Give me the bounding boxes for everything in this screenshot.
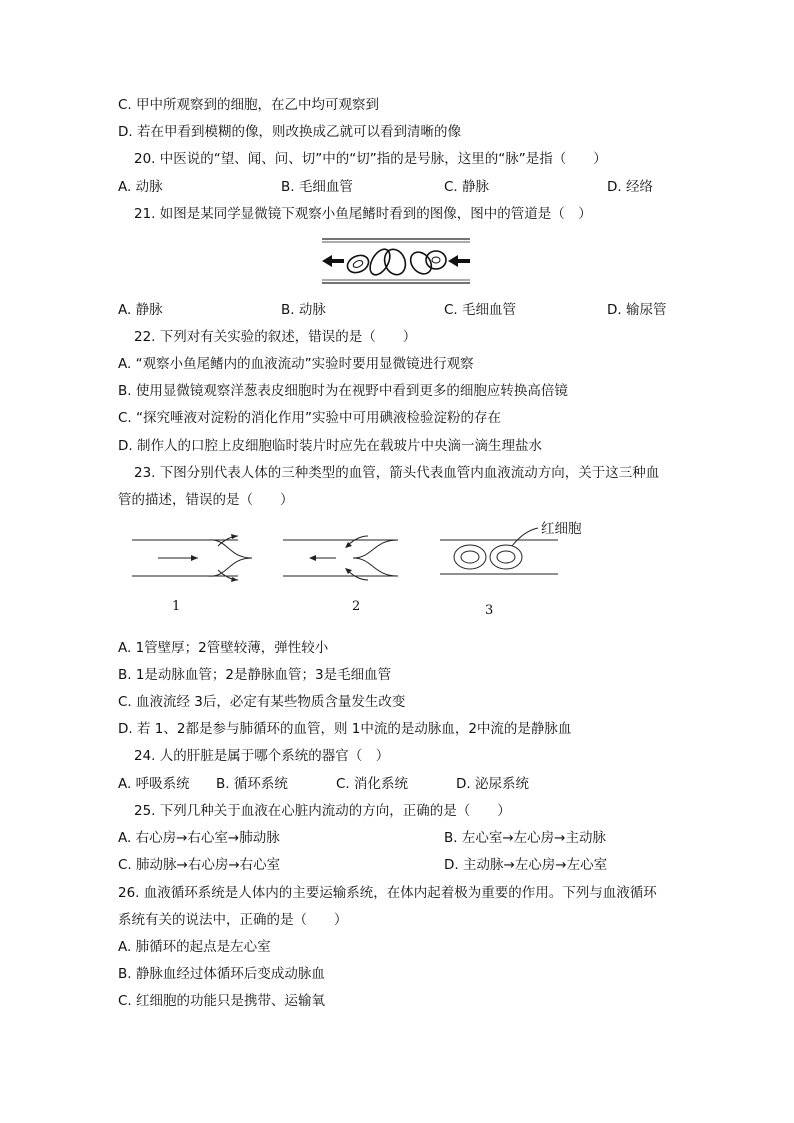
- question-20: 20. 中医说的“望、闻、问、切”中的“切”指的是号脉，这里的“脉”是指（ ）: [134, 151, 607, 167]
- question-25: 25. 下列几种关于血液在心脏内流动的方向，正确的是（ ）: [134, 803, 511, 819]
- q26-option-b: B. 静脉血经过体循环后变成动脉血: [118, 966, 325, 982]
- vessel-label-1: 1: [172, 599, 181, 614]
- q20-option-d: D. 经络: [607, 179, 653, 195]
- question-22: 22. 下列对有关实验的叙述，错误的是（ ）: [134, 329, 417, 345]
- q26-option-c: C. 红细胞的功能只是携带、运输氧: [118, 993, 326, 1009]
- q25-option-a: A. 右心房→右心室→肺动脉: [118, 830, 280, 846]
- vessel-label-3: 3: [485, 603, 494, 618]
- q21-option-d: D. 输尿管: [607, 302, 667, 318]
- q23-option-c: C. 血液流经 3后，必定有某些物质含量发生改变: [118, 694, 406, 710]
- q25-option-d: D. 主动脉→左心房→左心室: [444, 857, 608, 873]
- q19-option-c: C. 甲中所观察到的细胞，在乙中均可观察到: [118, 97, 380, 113]
- blood-vessel-figure: [128, 518, 598, 598]
- q25-option-b: B. 左心室→左心房→主动脉: [444, 830, 606, 846]
- q21-option-a: A. 静脉: [118, 302, 163, 318]
- q22-option-b: B. 使用显微镜观察洋葱表皮细胞时为在视野中看到更多的细胞应转换高倍镜: [118, 383, 568, 399]
- question-24: 24. 人的肝脏是属于哪个系统的器官（ ）: [134, 748, 390, 764]
- q20-option-c: C. 静脉: [444, 179, 490, 195]
- question-26-line1: 26. 血液循环系统是人体内的主要运输系统，在体内起着极为重要的作用。下列与血液循环: [118, 885, 657, 901]
- question-21: 21. 如图是某同学显微镜下观察小鱼尾鳍时看到的图像，图中的管道是（ ）: [134, 206, 592, 222]
- q19-option-d: D. 若在甲看到模糊的像，则改换成乙就可以看到清晰的像: [118, 124, 461, 140]
- q23-option-b: B. 1是动脉血管；2是静脉血管；3是毛细血管: [118, 667, 392, 683]
- q24-option-c: C. 消化系统: [336, 776, 409, 792]
- question-23-line2: 管的描述，错误的是（ ）: [118, 492, 294, 508]
- q20-option-a: A. 动脉: [118, 179, 163, 195]
- q25-option-c: C. 肺动脉→右心房→右心室: [118, 857, 281, 873]
- q24-option-d: D. 泌尿系统: [456, 776, 529, 792]
- q21-option-c: C. 毛细血管: [444, 302, 517, 318]
- q24-option-b: B. 循环系统: [216, 776, 288, 792]
- q20-option-b: B. 毛细血管: [281, 179, 353, 195]
- vessel-label-2: 2: [352, 599, 361, 614]
- fish-tail-capillary-figure: [318, 236, 474, 286]
- question-26-line2: 系统有关的说法中，正确的是（ ）: [118, 912, 348, 928]
- q22-option-d: D. 制作人的口腔上皮细胞临时装片时应先在载玻片中央滴一滴生理盐水: [118, 438, 542, 454]
- q22-option-a: A. “观察小鱼尾鳍内的血液流动”实验时要用显微镜进行观察: [118, 356, 474, 372]
- q22-option-c: C. “探究唾液对淀粉的消化作用”实验中可用碘液检验淀粉的存在: [118, 410, 501, 426]
- rbc-label: 红细胞: [541, 521, 582, 537]
- q26-option-a: A. 肺循环的起点是左心室: [118, 939, 271, 955]
- q23-option-d: D. 若 1、2都是参与肺循环的血管，则 1中流的是动脉血，2中流的是静脉血: [118, 721, 572, 737]
- question-23-line1: 23. 下图分别代表人体的三种类型的血管，箭头代表血管内血液流动方向，关于这三种血: [134, 465, 660, 481]
- q21-option-b: B. 动脉: [281, 302, 326, 318]
- q24-option-a: A. 呼吸系统: [118, 776, 190, 792]
- q23-option-a: A. 1管壁厚；2管壁较薄，弹性较小: [118, 640, 329, 656]
